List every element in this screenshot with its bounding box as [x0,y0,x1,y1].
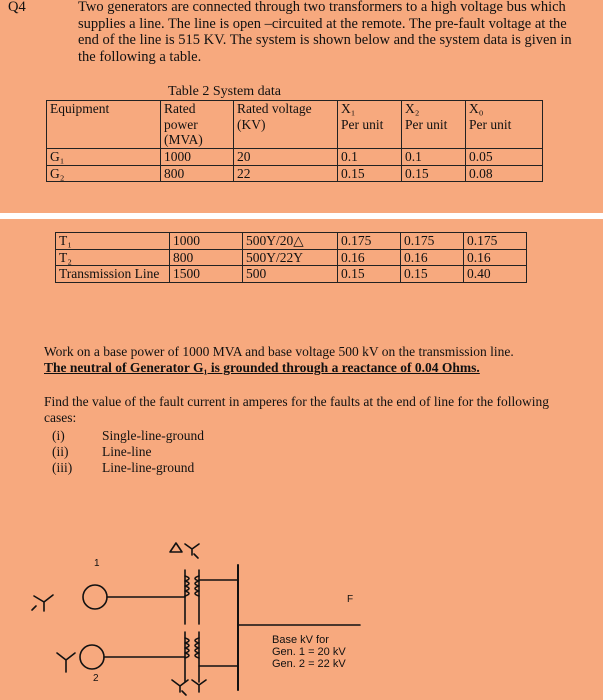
cell-voltage: 20 [234,149,338,166]
cell-voltage: 500 [243,266,338,283]
transformer-t2 [185,632,238,682]
cell-equipment: Transmission Line [56,266,170,283]
table-caption: Table 2 System data [168,84,281,99]
cell-x0: 0.175 [464,233,527,250]
header-rated-voltage: Rated voltage (KV) [234,101,338,149]
cell-x1: 0.15 [338,266,401,283]
transformer-t1 [185,570,238,624]
header-equipment: Equipment [47,101,161,149]
gen1-label: 1 [94,558,100,569]
table-row [56,266,527,283]
base-instruction: Work on a base power of 1000 MVA and base voltage 500 kV on the transmission line. [44,344,514,359]
cell-voltage: 500Y/22Y [243,249,338,266]
generator-2-circle [80,645,104,669]
cell-equipment: T₂ [56,249,170,266]
cell-equipment: T₁ [56,233,170,250]
wye-symbol [57,653,75,672]
neutral-grounding-note: The neutral of Generator G₁ is grounded through a reactance of 0.04 Ohms. [44,360,480,375]
cell-x2: 0.1 [402,149,466,166]
wye-wye-symbol [172,680,206,695]
system-data-table [46,100,543,182]
cell-x2: 0.15 [401,266,464,283]
cell-equipment: G₁ [47,149,161,166]
table-row [56,249,527,266]
header-x2: X₂ Per unit [402,101,466,149]
cell-x0: 0.16 [464,249,527,266]
find-instruction: Find the value of the fault current in amperes for the faults at the end of line for the following cases: [44,394,549,425]
cell-power: 1000 [161,149,234,166]
question-text: Two generators are connected through two transformers to a high voltage bus which supplies a line. The line is open –circuited at the remote. The pre-fault voltage at the end of the line is 515 KV. The system is shown below and the system data is given in the following a table. [78,0,572,65]
generator-1-circle [83,585,107,609]
cell-x0: 0.40 [464,266,527,283]
cell-x1: 0.175 [338,233,401,250]
cell-x1: 0.1 [338,149,402,166]
cell-voltage: 500Y/20△ [243,233,338,250]
cell-power: 800 [161,165,234,182]
cell-x0: 0.05 [466,149,543,166]
cell-power: 1000 [170,233,243,250]
base-kv-note: Base kV for Gen. 1 = 20 kV Gen. 2 = 22 kV [272,634,346,670]
table-row [56,233,527,250]
header-rated-power: Rated power (MVA) [161,101,234,149]
cell-x1: 0.16 [338,249,401,266]
cell-x0: 0.08 [466,165,543,182]
gen2-label: 2 [93,673,99,684]
cell-equipment: G₂ [47,165,161,182]
cell-power: 1500 [170,266,243,283]
header-x0: X₀ Per unit [466,101,543,149]
header-x1: X₁ Per unit [338,101,402,149]
cell-x1: 0.15 [338,165,402,182]
cell-x2: 0.175 [401,233,464,250]
cell-x2: 0.16 [401,249,464,266]
delta-wye-symbol [170,543,199,558]
transformer-line-table [55,232,527,283]
fault-label: F [347,594,354,605]
cell-x2: 0.15 [402,165,466,182]
question-number: Q4 [8,0,26,15]
table-row [47,149,543,166]
table-row [47,165,543,182]
table-header-row [47,101,543,149]
cell-voltage: 22 [234,165,338,182]
cell-power: 800 [170,249,243,266]
one-line-diagram [0,540,603,700]
wye-grounded-symbol [32,595,53,611]
